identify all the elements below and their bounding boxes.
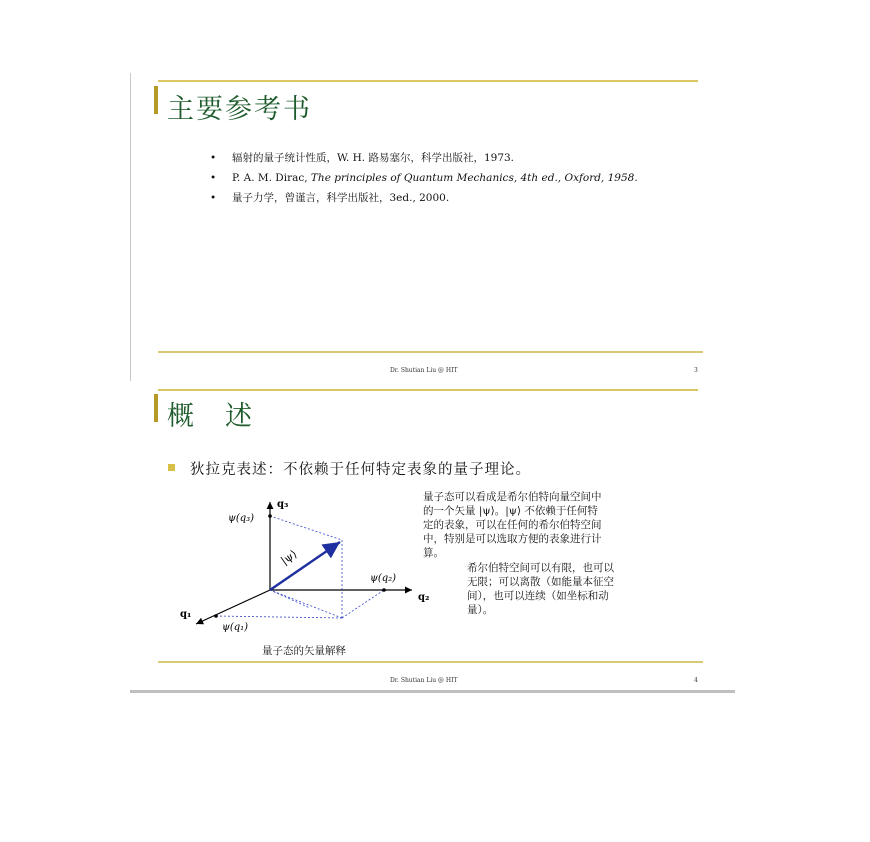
title-rule <box>158 80 698 82</box>
bullet-square <box>168 464 175 471</box>
label-psi-q3: ψ(q₃) <box>228 513 255 524</box>
footer-credit: Dr. Shutian Liu @ HIT <box>390 367 458 374</box>
footer-rule <box>158 661 703 663</box>
title-accent-bar <box>154 394 158 422</box>
footer-credit: Dr. Shutian Liu @ HIT <box>390 677 458 684</box>
reference-item: • 量子力学，曾谨言，科学出版社，3ed., 2000. <box>210 188 638 208</box>
label-ket: |ψ⟩ <box>278 547 300 568</box>
page-bottom-shadow <box>130 690 735 693</box>
footer-rule <box>158 351 703 353</box>
figure-caption: 量子态的矢量解释 <box>262 645 346 657</box>
main-point: 狄拉克表述：不依赖于任何特定表象的量子理论。 <box>190 462 531 478</box>
paragraph-hilbert-space: 希尔伯特空间可以有限，也可以 无限；可以离散（如能量本征空 间），也可以连续（如坐标和动 量）。 <box>467 562 614 616</box>
paragraph-state-vector: 量子态可以看成是希尔伯特向量空间中 的一个矢量 |ψ⟩。|ψ⟩ 不依赖于任何特 定的表象，可以在任何的希尔伯特空间 中，特别是可以选取方便的表象进行计 算。 <box>423 491 602 559</box>
slide-title: 概 述 <box>167 401 254 432</box>
reference-item: • P. A. M. Dirac, The principles of Quantum Mechanics, 4th ed., Oxford, 1958. <box>210 168 638 188</box>
vector-diagram <box>180 490 440 660</box>
page-number: 3 <box>694 367 698 374</box>
reference-list <box>210 148 638 208</box>
label-q2: q₂ <box>418 592 430 603</box>
axis-q1 <box>196 590 270 624</box>
label-q3: q₃ <box>277 499 289 510</box>
reference-item: • 辐射的量子统计性质，W. H. 路易塞尔，科学出版社，1973. <box>210 148 638 168</box>
label-psi-q2: ψ(q₂) <box>370 573 397 584</box>
state-vector <box>270 542 340 590</box>
page-number: 4 <box>694 677 698 684</box>
label-psi-q1: ψ(q₁) <box>222 622 249 633</box>
left-page-edge <box>130 73 131 381</box>
slide-title: 主要参考书 <box>167 94 312 125</box>
title-accent-bar <box>154 86 158 114</box>
label-q1: q₁ <box>180 609 192 620</box>
title-rule <box>158 389 698 391</box>
